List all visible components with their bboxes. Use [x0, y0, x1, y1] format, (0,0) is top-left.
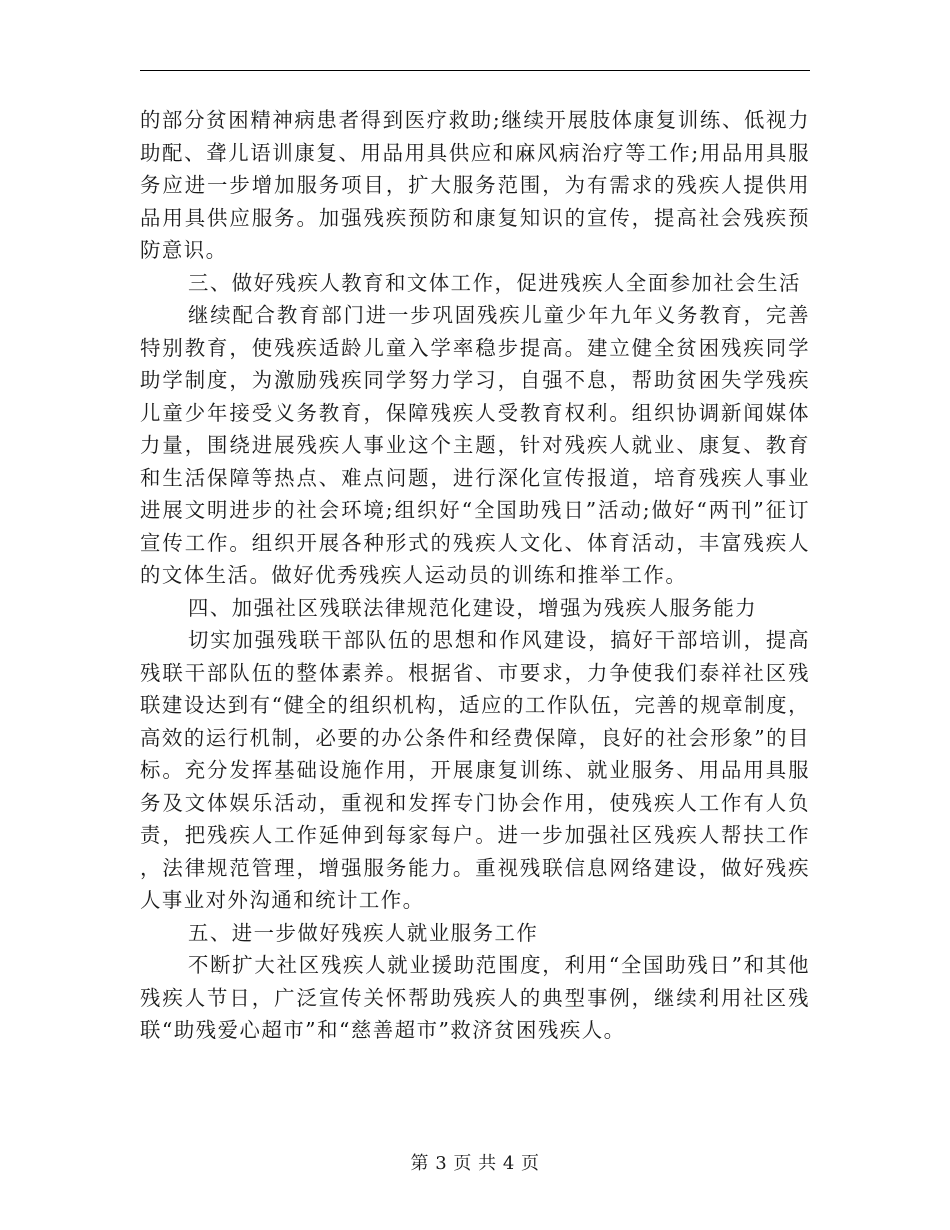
section-heading-4: 四、加强社区残联法律规范化建设，增强为残疾人服务能力 — [188, 595, 758, 620]
paragraph-education: 继续配合教育部门进一步巩固残疾儿童少年九年义务教育，完善特别教育，使残疾适龄儿童入学率稳步提高。建立健全贫困残疾同学助学制度，为激励残疾同学努力学习，自强不息，帮助贫困失学残疾儿童少年接受义务教育，保障残疾人受教育权利。组织协调新闻媒体力量，围绕进展残疾人事业这个主题，针对残疾人就业、康复、教育和生活保障等热点、难点问题，进行深化宣传报道，培育残疾人事业进展文明进步的社会环境;组织好“全国助残日”活动;做好“两刊”征订宣传工作。组织开展各种形式的残疾人文化、体育活动，丰富残疾人的文体生活。做好优秀残疾人运动员的训练和推举工作。 — [140, 303, 810, 587]
footer-total-pages: 4 — [502, 1153, 515, 1174]
paragraph-employment: 不断扩大社区残疾人就业援助范围度，利用“全国助残日”和其他残疾人节日，广泛宣传关怀帮助残疾人的典型事例，继续利用社区残联“助残爱心超市”和“慈善超市”救济贫困残疾人。 — [140, 953, 810, 1042]
document-body — [140, 104, 810, 1047]
footer-current-page: 3 — [435, 1153, 448, 1174]
page-footer — [0, 1152, 950, 1176]
section-heading-5: 五、进一步做好残疾人就业服务工作 — [188, 920, 539, 945]
paragraph-continuation: 的部分贫困精神病患者得到医疗救助;继续开展肢体康复训练、低视力助配、聋儿语训康复、用品用具供应和麻风病治疗等工作;用品用具服务应进一步增加服务项目，扩大服务范围，为有需求的残疾人提供用品用具供应服务。加强残疾预防和康复知识的宣传，提高社会残疾预防意识。 — [140, 108, 810, 262]
footer-middle: 页 共 — [453, 1153, 497, 1174]
header-rule — [140, 70, 810, 71]
section-heading-3: 三、做好残疾人教育和文体工作，促进残疾人全面参加社会生活 — [188, 270, 801, 295]
paragraph-organization: 切实加强残联干部队伍的思想和作风建设，搞好干部培训，提高残联干部队伍的整体素养。根据省、市要求，力争使我们泰祥社区残联建设达到有“健全的组织机构，适应的工作队伍，完善的规章制度，高效的运行机制，必要的办公条件和经费保障，良好的社会形象”的目标。充分发挥基础设施作用，开展康复训练、就业服务、用品用具服务及文体娱乐活动，重视和发挥专门协会作用，使残疾人工作有人负责，把残疾人工作延伸到每家每户。进一步加强社区残疾人帮扶工作，法律规范管理，增强服务能力。重视残联信息网络建设，做好残疾人事业对外沟通和统计工作。 — [140, 628, 810, 912]
footer-suffix: 页 — [521, 1153, 540, 1174]
footer-prefix: 第 — [410, 1153, 429, 1174]
